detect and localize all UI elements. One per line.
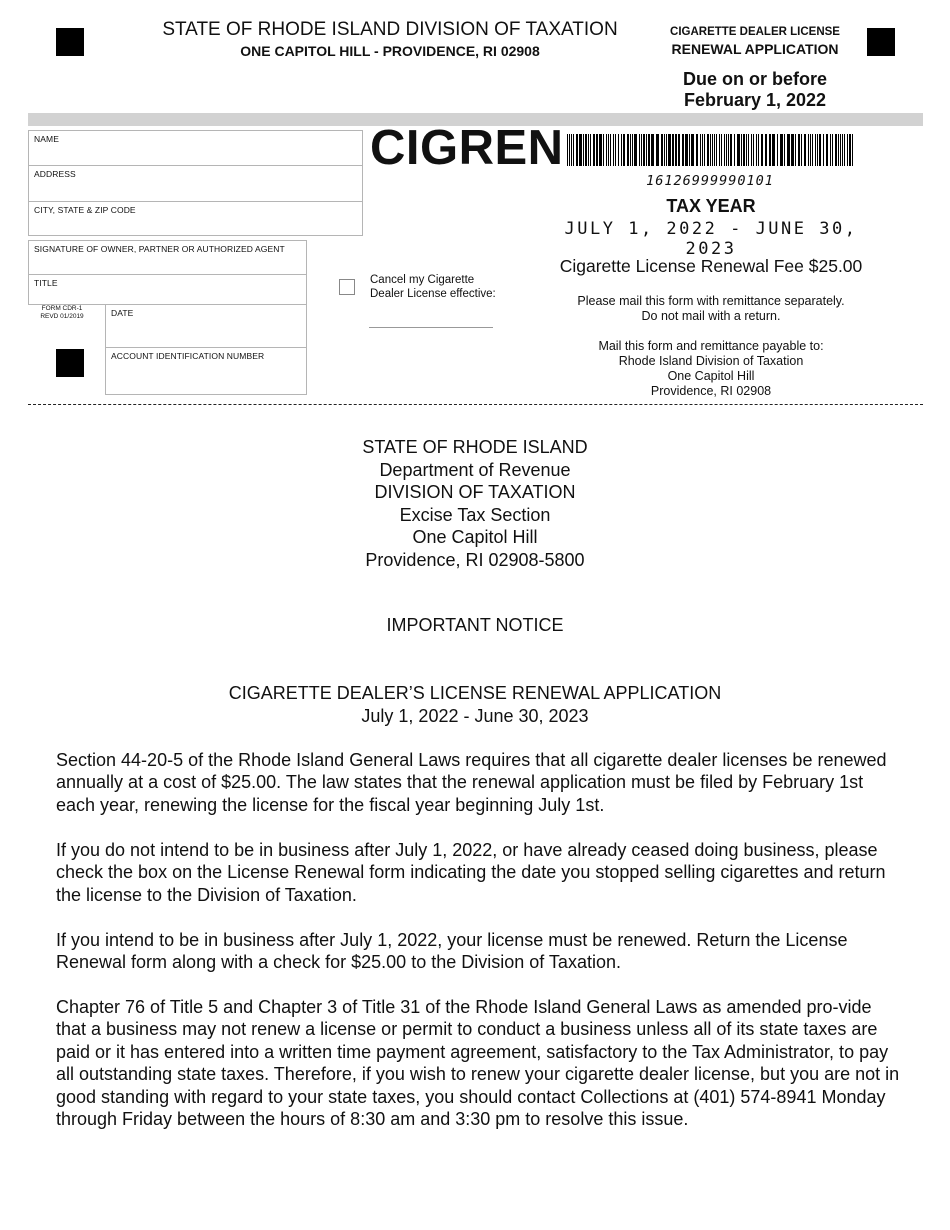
department-address [200, 436, 750, 571]
barcode-bar [704, 134, 705, 166]
barcode-bar [630, 134, 631, 166]
mail-payable-address [540, 339, 882, 399]
renewal-fee: Cigarette License Renewal Fee $25.00 [559, 256, 863, 276]
barcode-bar [791, 134, 794, 166]
paragraph-renewal-requirement: Section 44-20-5 of the Rhode Island General Laws requires that all cigarette dealer licenses be renewed annually at a cost of $25.00. The law states that the renewal application must be filed by February 1st each year, renewing the license for the fiscal year beginning July 1st. [56, 750, 887, 815]
barcode-bar [743, 134, 745, 166]
barcode-bar [710, 134, 711, 166]
barcode-bar [753, 134, 754, 166]
form-id-number: FORM CDR-1 [41, 305, 83, 312]
barcode-bar [838, 134, 839, 166]
barcode-bar [610, 134, 611, 166]
barcode-bar [702, 134, 703, 166]
barcode-bar [590, 134, 591, 166]
address-line: Department of Revenue [379, 459, 571, 480]
title-field[interactable] [28, 274, 307, 305]
barcode-bar [819, 134, 821, 166]
agency-address: ONE CAPITOL HILL - PROVIDENCE, RI 02908 [240, 43, 540, 59]
address-line: Excise Tax Section [399, 504, 551, 525]
date-field-label: DATE [111, 308, 134, 318]
barcode-bar [737, 134, 740, 166]
barcode-bar [772, 134, 775, 166]
signature-field[interactable] [28, 240, 307, 275]
form-code: CIGREN [370, 121, 564, 175]
barcode-bar [707, 134, 709, 166]
barcode-bar [826, 134, 828, 166]
barcode-bar [627, 134, 629, 166]
tax-year-label: TAX YEAR [666, 196, 756, 216]
barcode-bar [844, 134, 845, 166]
barcode-bar [632, 134, 633, 166]
barcode-bar [639, 134, 640, 166]
address-line: DIVISION OF TAXATION [374, 482, 576, 502]
barcode-bar [675, 134, 677, 166]
barcode-bar [588, 134, 589, 166]
barcode-bar [666, 134, 667, 166]
barcode-bar [651, 134, 654, 166]
barcode-bar [812, 134, 813, 166]
barcode-bar [823, 134, 824, 166]
barcode-bar [668, 134, 671, 166]
address-line: STATE OF RHODE ISLAND [362, 437, 588, 457]
barcode-bar [596, 134, 598, 166]
barcode-bar [801, 134, 802, 166]
barcode-bar [852, 134, 853, 166]
barcode-bar [784, 134, 785, 166]
barcode-bar [840, 134, 841, 166]
barcode-bar [716, 134, 717, 166]
barcode-bar [618, 134, 619, 166]
barcode-bar [758, 134, 759, 166]
cancel-date-line[interactable] [369, 327, 493, 328]
account-id-field-label: ACCOUNT IDENTIFICATION NUMBER [111, 351, 265, 361]
barcode-bar [571, 134, 572, 166]
barcode-bar [613, 134, 614, 166]
cancel-label-line-1: Cancel my Cigarette [370, 274, 475, 286]
barcode-number: 16126999990101 [646, 173, 774, 189]
barcode-bar [714, 134, 715, 166]
mail-separately-line-2: Do not mail with a return. [641, 309, 781, 323]
barcode-bar [756, 134, 757, 166]
barcode-bar [615, 134, 616, 166]
address-line: Providence, RI 02908-5800 [365, 549, 585, 570]
name-field[interactable] [28, 130, 363, 166]
barcode-bar [672, 134, 674, 166]
mail-payable-line-1: Mail this form and remittance payable to: [598, 339, 824, 353]
barcode-bar [643, 134, 645, 166]
barcode-bar [567, 134, 568, 166]
barcode-bar [689, 134, 690, 166]
paragraph-ceasing-business: If you do not intend to be in business after July 1, 2022, or have already ceased doing business, please check the box on the License Renewal form indicating the date you stopped selling cigarettes and return the license to the Division of Taxation. [56, 840, 886, 905]
barcode-bar [696, 134, 698, 166]
city-state-zip-field[interactable] [28, 201, 363, 236]
application-period: July 1, 2022 - June 30, 2023 [361, 705, 589, 726]
barcode-bar [700, 134, 701, 166]
license-title-line-2: RENEWAL APPLICATION [671, 41, 839, 57]
application-title: CIGARETTE DEALER’S LICENSE RENEWAL APPLICATION [228, 683, 722, 703]
barcode-bar [780, 134, 783, 166]
mail-separately-note [540, 294, 882, 324]
barcode-bar [815, 134, 816, 166]
cancel-license-checkbox[interactable] [339, 279, 355, 295]
barcode-bar [573, 134, 574, 166]
paragraph-continuing-business: If you intend to be in business after July 1, 2022, your license must be renewed. Return the License Renewal form along with a check for $25.00 to the Division of Taxation. [56, 930, 848, 973]
barcode-bar [621, 134, 622, 166]
barcode-bar [623, 134, 625, 166]
barcode-bar [583, 134, 584, 166]
barcode-bar [728, 134, 729, 166]
barcode-bar [579, 134, 582, 166]
registration-mark-top-left [56, 28, 84, 56]
form-id-revision: REVD 01/2019 [40, 313, 84, 320]
barcode-bar [603, 134, 604, 166]
due-date-label: Due on or before [682, 69, 827, 89]
barcode-bar [569, 134, 570, 166]
barcode-bar [721, 134, 722, 166]
barcode-bar [685, 134, 688, 166]
application-heading [100, 682, 850, 727]
barcode-bar [682, 134, 684, 166]
barcode-bar [724, 134, 725, 166]
barcode-bar [810, 134, 811, 166]
barcode-bar [726, 134, 727, 166]
barcode-bar [748, 134, 749, 166]
barcode-bar [712, 134, 713, 166]
barcode-bar [769, 134, 771, 166]
title-field-label: TITLE [34, 278, 58, 288]
barcode-bar [599, 134, 602, 166]
mail-payable-line-4: Providence, RI 02908 [650, 384, 772, 398]
mail-payable-line-3: One Capitol Hill [667, 369, 755, 383]
barcode-bar [641, 134, 642, 166]
mail-payable-line-2: Rhode Island Division of Taxation [618, 354, 804, 368]
barcode-bar [608, 134, 609, 166]
barcode-bar [646, 134, 647, 166]
cancel-license-label [370, 273, 530, 301]
barcode-bar [804, 134, 806, 166]
barcode-bar [661, 134, 663, 166]
barcode-bar [691, 134, 694, 166]
barcode-bar [842, 134, 843, 166]
name-field-label: NAME [34, 134, 59, 144]
mail-separately-line-1: Please mail this form with remittance separately. [577, 294, 845, 308]
address-field[interactable] [28, 165, 363, 202]
barcode-bar [777, 134, 778, 166]
date-field[interactable] [105, 304, 307, 348]
notice-title: IMPORTANT NOTICE [386, 615, 564, 635]
barcode-bar [734, 134, 735, 166]
barcode-bar [765, 134, 767, 166]
paragraph-tax-standing: Chapter 76 of Title 5 and Chapter 3 of Title 31 of the Rhode Island General Laws as amended pro-vide that a business may not renew a license or permit to conduct a business unless all of its state taxes are paid or it has entered into a written time payment agreement, satisfactory to the Tax Administrator, to pay all outstanding state taxes. Therefore, if you wish to renew your cigarette dealer license, but you are not in good standing with regard to your state taxes, you should contact Collections at (401) 574-8941 Monday through Friday between the hours of 8:30 am and 3:30 pm to resolve this issue. [56, 997, 900, 1130]
barcode-bar [606, 134, 607, 166]
address-field-label: ADDRESS [34, 169, 76, 179]
city-state-zip-label: CITY, STATE & ZIP CODE [34, 205, 136, 215]
barcode-bar [835, 134, 837, 166]
barcode-bar [576, 134, 578, 166]
barcode-bar [761, 134, 763, 166]
signature-field-label: SIGNATURE OF OWNER, PARTNER OR AUTHORIZED AGENT [34, 244, 285, 254]
barcode-bar [648, 134, 650, 166]
registration-mark-bottom-left [56, 349, 84, 377]
barcode-bar [787, 134, 790, 166]
barcode-bar [593, 134, 595, 166]
barcode-bar [832, 134, 833, 166]
barcode-bar [808, 134, 809, 166]
address-line: One Capitol Hill [412, 527, 538, 547]
tear-off-line [28, 404, 923, 405]
barcode-bar [634, 134, 637, 166]
barcode-bar [830, 134, 831, 166]
due-date-value: February 1, 2022 [683, 90, 827, 110]
tax-year-range: JULY 1, 2022 - JUNE 30, 2023 [564, 219, 858, 259]
barcode-bar [751, 134, 752, 166]
barcode-bar [656, 134, 659, 166]
barcode-bar [817, 134, 818, 166]
form-id [32, 305, 92, 321]
barcode-bar [849, 134, 851, 166]
registration-mark-top-right [867, 28, 895, 56]
barcode-bar [847, 134, 848, 166]
barcode [567, 134, 853, 166]
barcode-bar [664, 134, 665, 166]
license-title-line-1: CIGARETTE DEALER LICENSE [670, 26, 840, 38]
barcode-bar [730, 134, 732, 166]
account-id-field[interactable] [105, 347, 307, 395]
barcode-bar [741, 134, 742, 166]
barcode-bar [746, 134, 747, 166]
barcode-bar [719, 134, 720, 166]
barcode-bar [798, 134, 800, 166]
cancel-label-line-2: Dealer License effective: [370, 288, 496, 300]
agency-title: STATE OF RHODE ISLAND DIVISION OF TAXATION [162, 19, 618, 40]
barcode-bar [795, 134, 796, 166]
barcode-bar [585, 134, 587, 166]
barcode-bar [678, 134, 680, 166]
